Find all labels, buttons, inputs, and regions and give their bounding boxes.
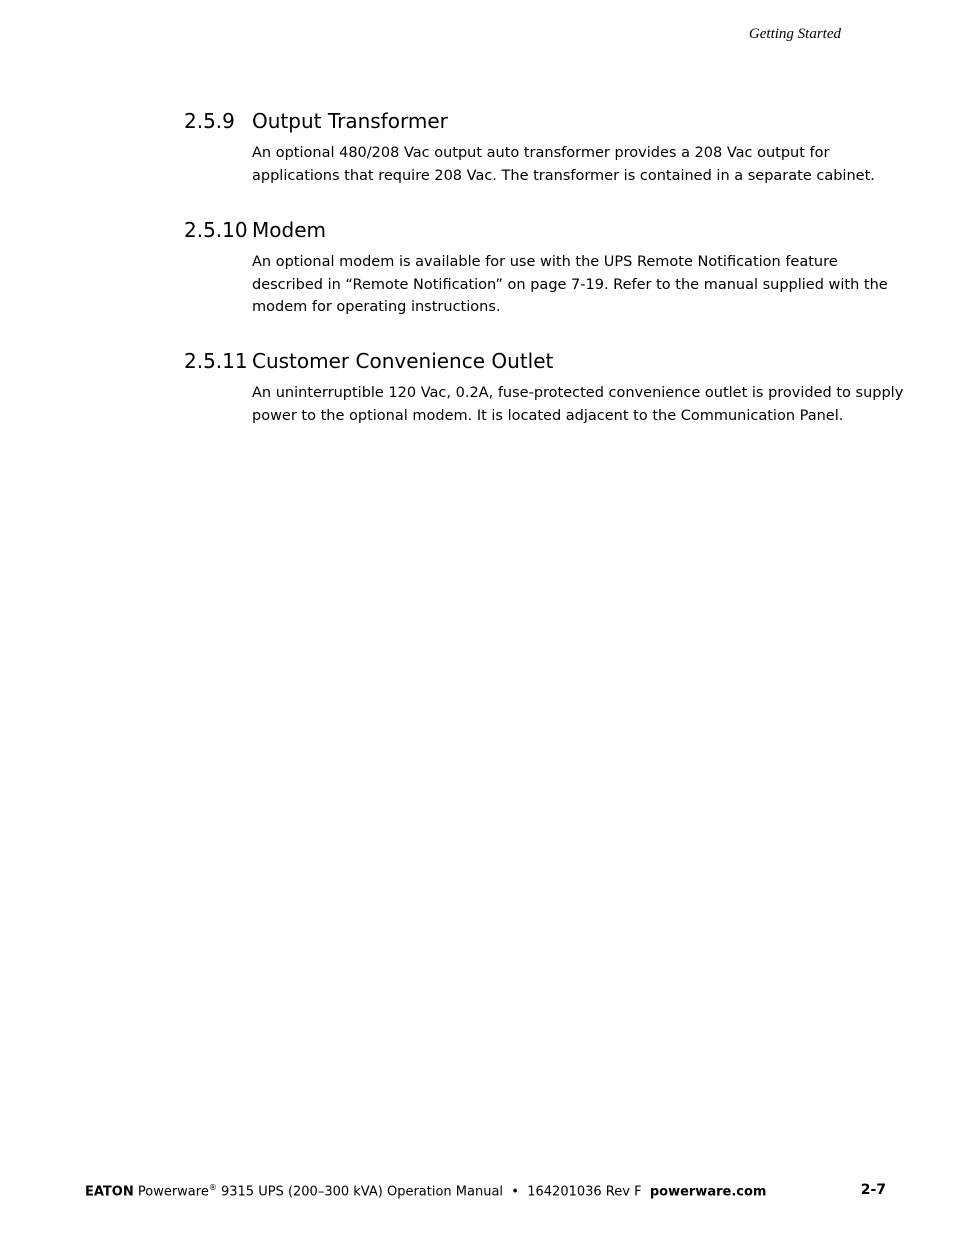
body-line: power to the optional modem. It is located adjacent to the Communication Panel. xyxy=(252,407,844,424)
footer-doc-number: 164201036 Rev F xyxy=(527,1184,642,1200)
footer-bullet: • xyxy=(511,1184,519,1200)
section-body xyxy=(252,251,902,319)
section-heading xyxy=(184,108,904,134)
body-line: An optional modem is available for use with the UPS Remote Notification feature xyxy=(252,254,838,270)
page-footer xyxy=(85,1183,766,1199)
footer-product: Powerware xyxy=(137,1184,209,1200)
section-title: Output Transformer xyxy=(252,109,448,133)
section-number: 2.5.10 xyxy=(184,218,248,242)
body-line: applications that require 208 Vac. The transformer is contained in a separate cabinet. xyxy=(252,167,875,184)
section-body xyxy=(252,382,902,427)
section-number: 2.5.9 xyxy=(184,109,235,133)
section-title: Customer Convenience Outlet xyxy=(252,349,554,373)
section-modem xyxy=(184,217,904,319)
footer-website: powerware.com xyxy=(649,1184,767,1200)
section-title: Modem xyxy=(252,218,326,242)
body-line: described in “Remote Notification” on page 7-19. Refer to the manual supplied with the xyxy=(252,276,888,293)
body-line: An uninterruptible 120 Vac, 0.2A, fuse-protected convenience outlet is provided to supply xyxy=(252,385,904,401)
section-output-transformer xyxy=(184,108,904,187)
section-heading xyxy=(184,348,904,374)
running-head: Getting Started xyxy=(748,26,841,42)
section-heading xyxy=(184,217,904,243)
page-number: 2-7 xyxy=(860,1182,886,1198)
footer-manual-title: 9315 UPS (200–300 kVA) Operation Manual xyxy=(220,1184,504,1200)
registered-mark: ® xyxy=(208,1183,217,1192)
body-line: An optional 480/208 Vac output auto transformer provides a 208 Vac output for xyxy=(252,145,830,161)
body-line: modem for operating instructions. xyxy=(252,299,501,315)
section-number: 2.5.11 xyxy=(184,349,248,373)
section-body xyxy=(252,142,902,187)
footer-brand: EATON xyxy=(85,1184,134,1200)
section-customer-convenience-outlet xyxy=(184,348,904,427)
